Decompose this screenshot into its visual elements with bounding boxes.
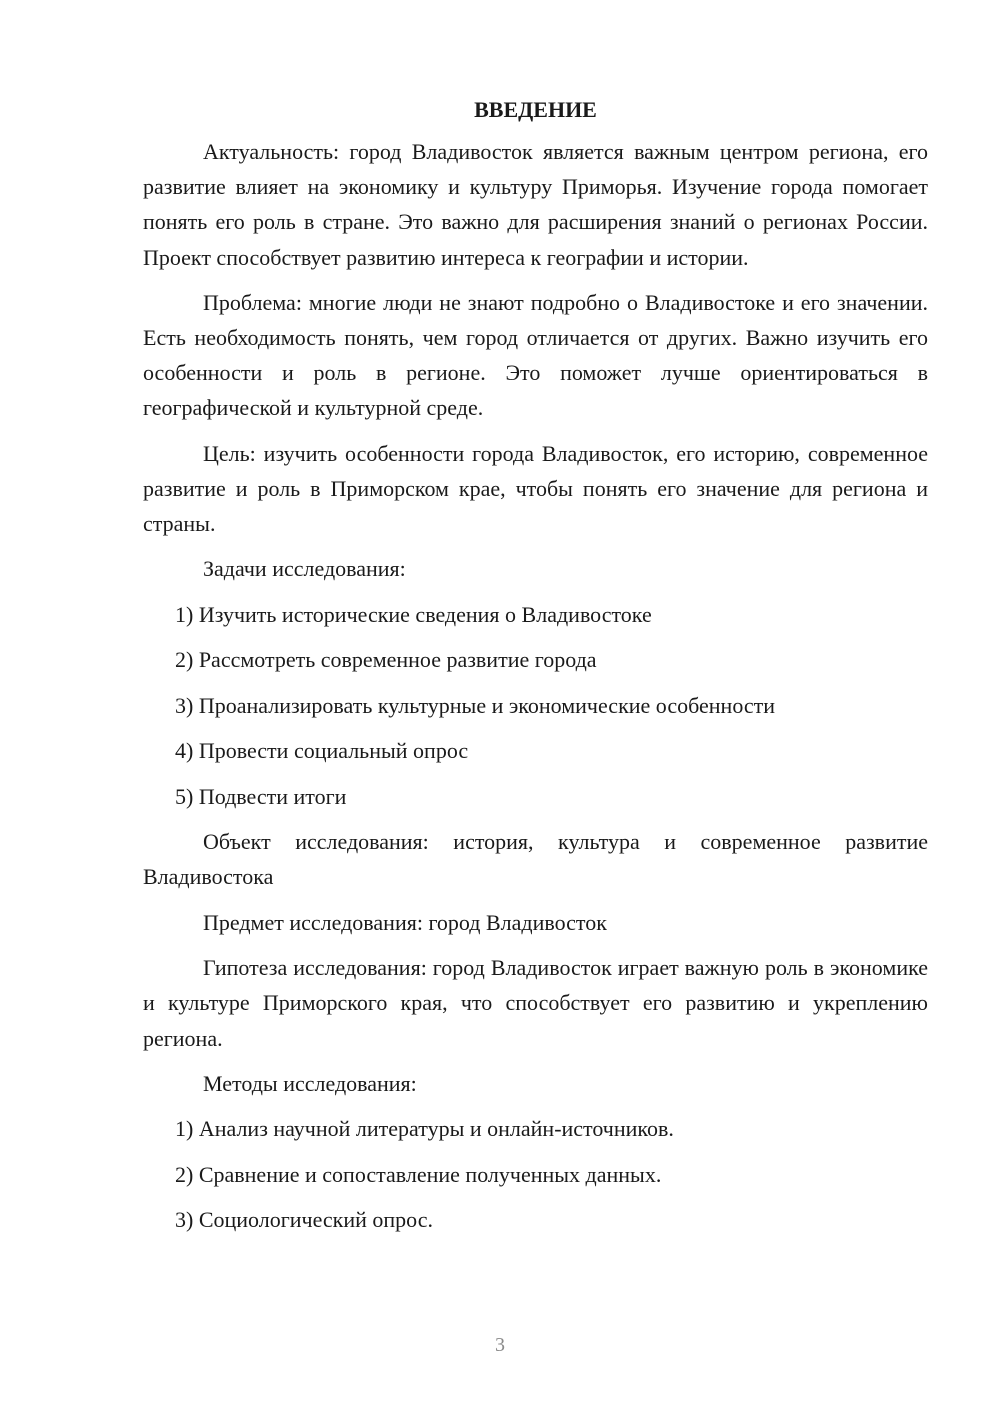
list-item: 3) Проанализировать культурные и экономические особенности <box>175 692 776 718</box>
list-item: 1) Анализ научной литературы и онлайн-источников. <box>175 1116 674 1142</box>
goal-paragraph: Цель: изучить особенности города Владивосток, его историю, современное развитие и роль в Приморском крае, чтобы понять его значение для региона и страны. <box>143 440 928 537</box>
list-item: 1) Изучить исторические сведения о Владивостоке <box>175 601 652 627</box>
list-item: 2) Сравнение и сопоставление полученных данных. <box>175 1161 662 1187</box>
page-number: 3 <box>495 1334 505 1356</box>
methods-list <box>143 1111 928 1237</box>
methods-heading: Методы исследования: <box>203 1070 417 1096</box>
problem-paragraph: Проблема: многие люди не знают подробно о Владивостоке и его значении. Есть необходимость понять, чем город отличается от других. Важно изучить его особенности и роль в регионе. Это поможет лучше ориентироваться в географической и культурной среде. <box>143 289 928 421</box>
document-page <box>143 92 928 1248</box>
relevance-paragraph: Актуальность: город Владивосток является важным центром региона, его развитие влияет на экономику и культуру Приморья. Изучение города помогает понять его роль в стране. Это важно для расширения знаний о регионах России. Проект способствует развитию интереса к географии и истории. <box>143 139 928 270</box>
subject-paragraph: Предмет исследования: город Владивосток <box>203 909 607 935</box>
list-item: 4) Провести социальный опрос <box>175 738 469 764</box>
hypothesis-paragraph: Гипотеза исследования: город Владивосток играет важную роль в экономике и культуре Приморского края, что способствует его развитию и укреплению региона. <box>143 955 928 1051</box>
list-item: 5) Подвести итоги <box>175 783 347 809</box>
list-item: 2) Рассмотреть современное развитие города <box>175 647 597 673</box>
object-paragraph: Объект исследования: история, культура и современное развитие Владивостока <box>143 829 928 890</box>
list-item: 3) Социологический опрос. <box>175 1207 433 1233</box>
section-title: ВВЕДЕНИЕ <box>474 97 597 122</box>
tasks-list <box>143 597 928 814</box>
tasks-heading: Задачи исследования: <box>203 556 406 582</box>
